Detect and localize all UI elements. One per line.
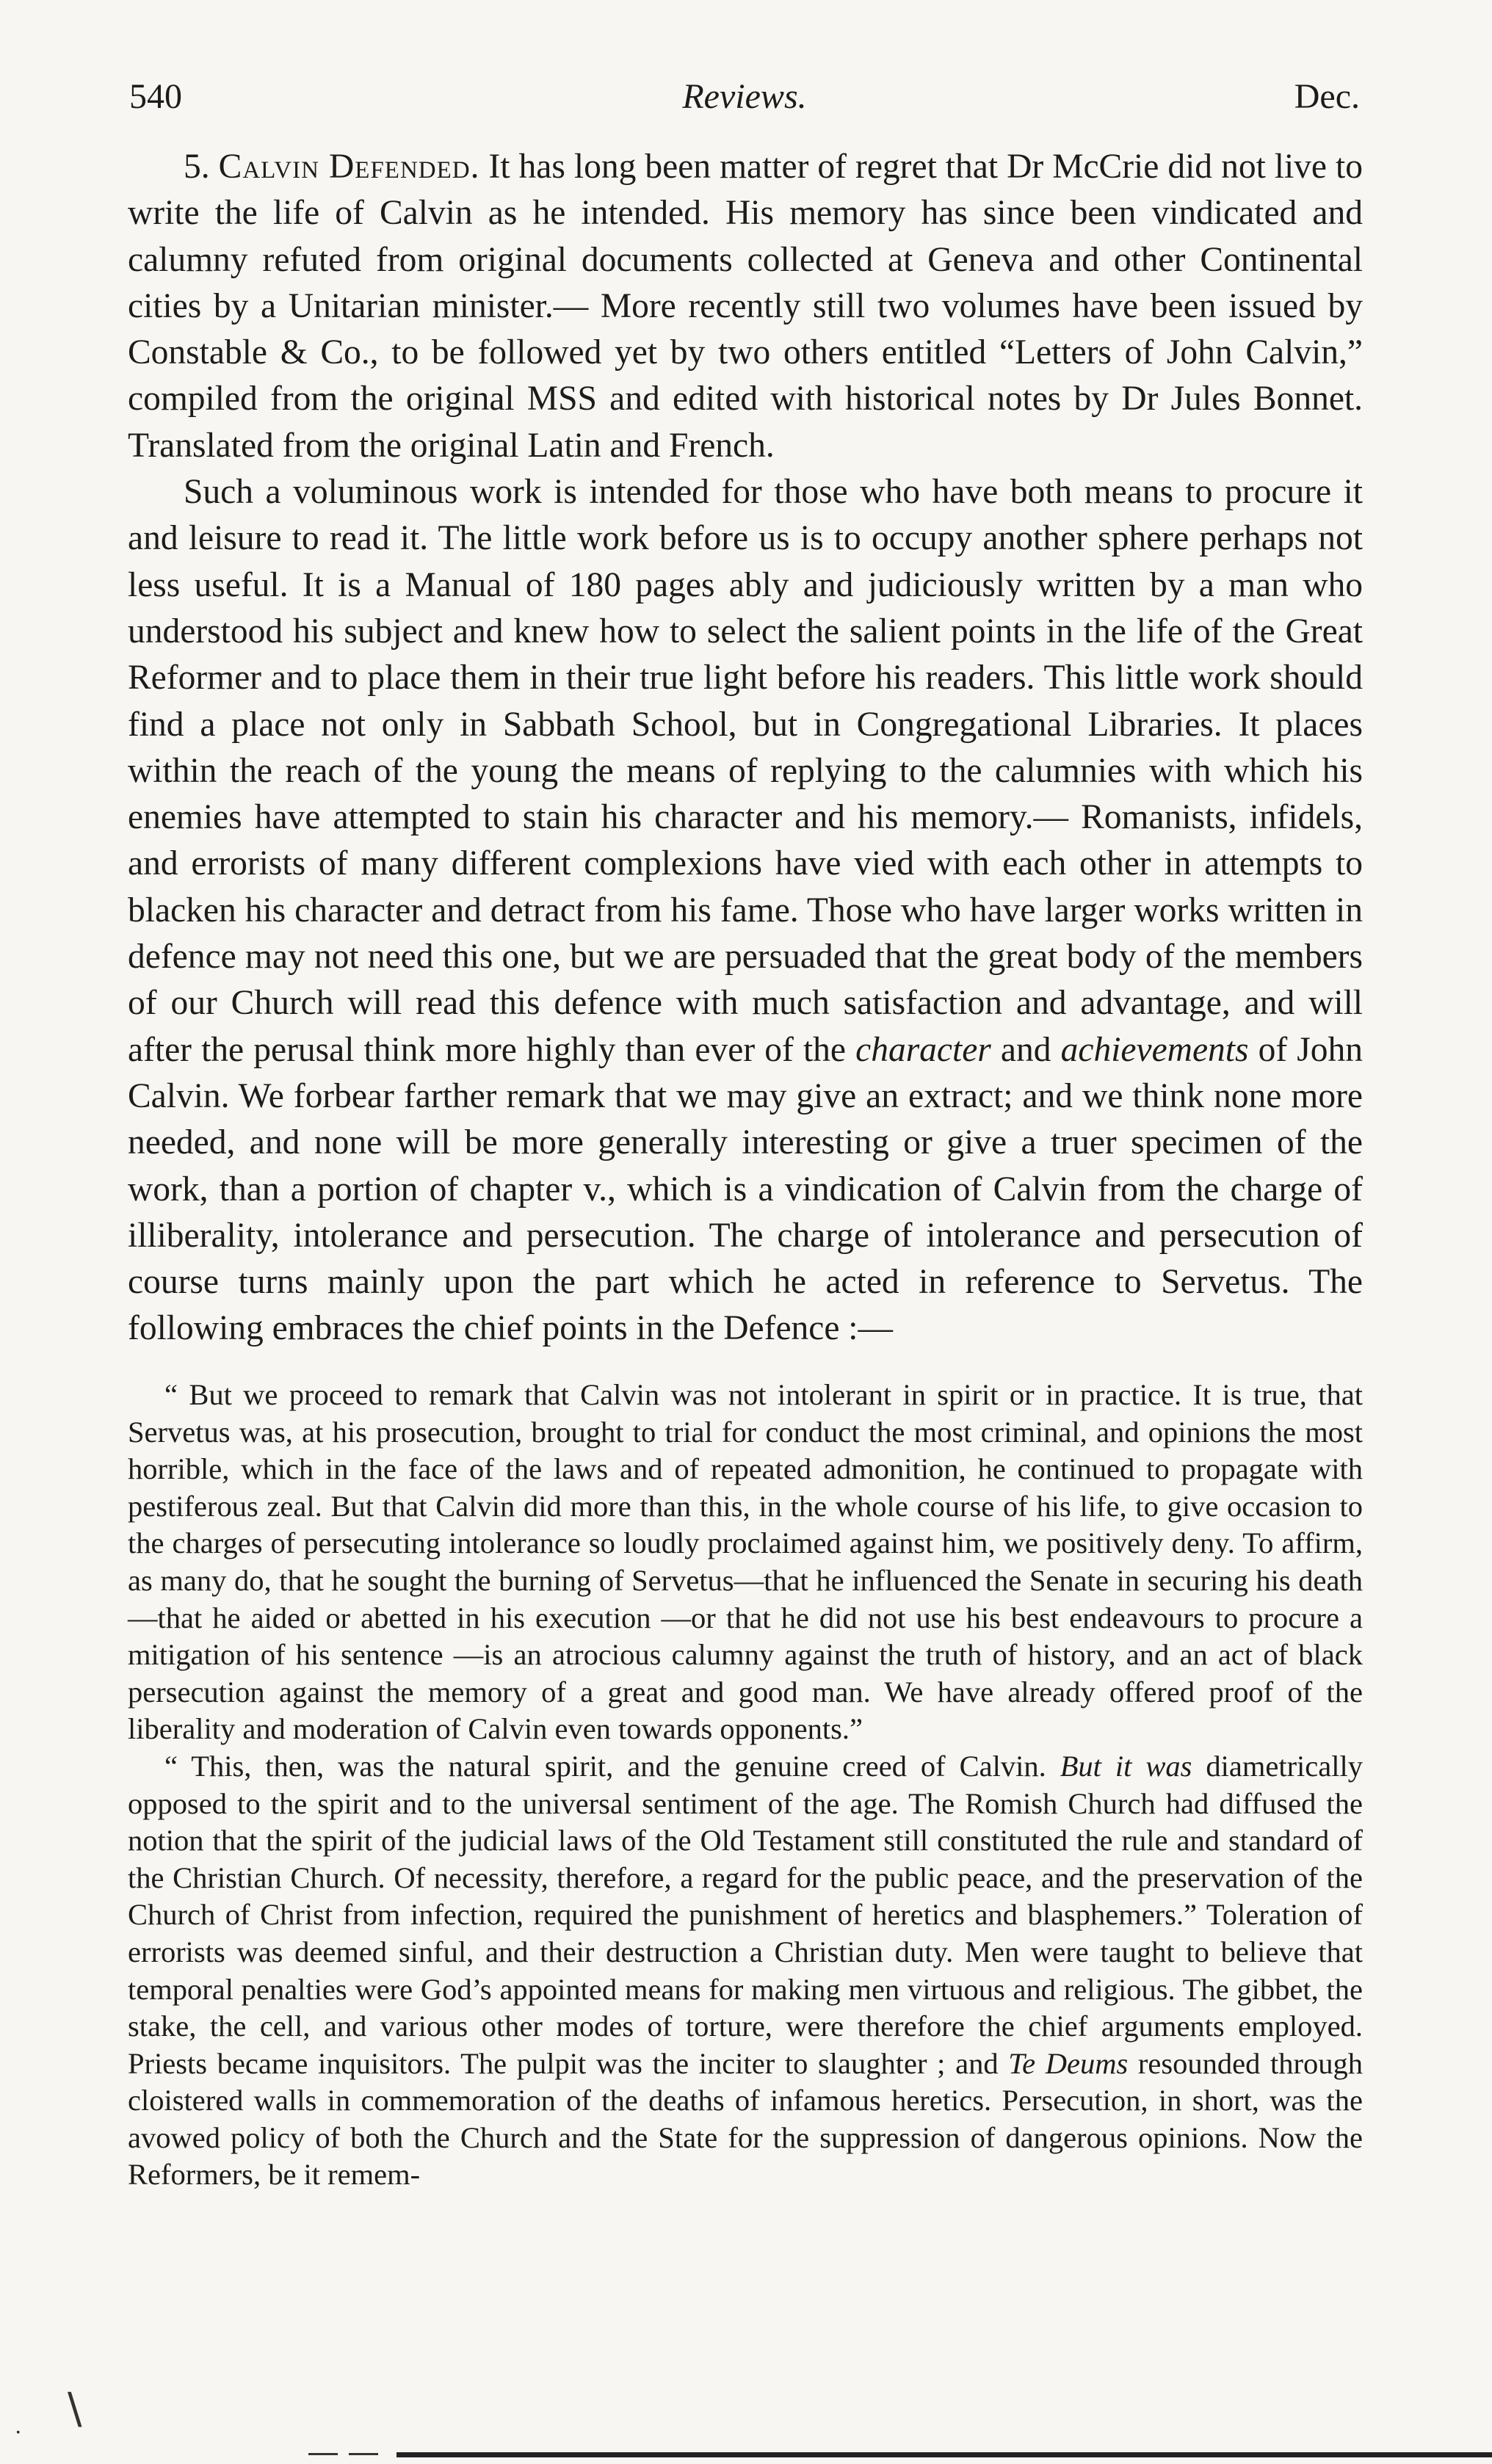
margin-slash-mark: \: [68, 2383, 82, 2433]
quote-p2-b: diametrically opposed to the spirit and to the universal sentiment of the age. The Romish Church had diffused the notion that the spirit of the judicial laws of the Old Testament still constituted the rule and standard of the Christian Church. Of necessity, therefore, a regard for the public peace, and the preservation of the Church of Christ from infection, required the punishment of heretics and blasphemers.” Toleration of errorists was deemed sinful, and their destruction a Christian duty. Men were taught to believe that temporal penalties were God’s appointed means for making men virtuous and religious. The gibbet, the stake, the cell, and various other modes of torture, were therefore the chief arguments employed. Priests became inquisitors. The pulpit was the inciter to slaughter ; and: [128, 1749, 1364, 2080]
review-paragraph-2: [128, 469, 1363, 1352]
review-p2-a: Such a voluminous work is intended for those who have both means to procure it and leisure to read it. The little work before us is to occupy another sphere perhaps not less useful. It is a Manual of 180 pages ably and judiciously written by a man who understood his subject and knew how to select the salient points in the life of the Great Reformer and to place them in their true light before his readers. This little work should find a place not only in Sabbath School, but in Congregational Libraries. It places within the reach of the young the means of replying to the calumnies with which his enemies have attempted to stain his character and his memory.— Romanists, infidels, and errorists of many different complexions have vied with each other in attempts to blacken his character and detract from his fame. Those who have larger works written in defence may not need this one, but we are persuaded that the great body of the members of our Church will read this defence with much satisfaction and advantage, and will after the perusal think more highly than ever of the: [128, 473, 1363, 1069]
quote-p2-a: “ This, then, was the natural spirit, and the genuine creed of Calvin.: [164, 1749, 1046, 1783]
quote-em-but: But it was: [1060, 1749, 1192, 1783]
review-p2-b: of John Calvin. We forbear farther remark that we may give an extract; and we think none more needed, and none will be more generally interesting or give a truer specimen of the work, than a portion of chapter v., which is a vindication of Calvin from the charge of illiberality, intolerance and persecution. The charge of intolerance and persecution of course turns mainly upon the part which he acted in reference to Servetus. The following embraces the chief points in the Defence :—: [128, 1030, 1364, 1348]
review-p2-and: and: [1000, 1030, 1051, 1069]
review-number: 5.: [184, 148, 210, 186]
margin-dot-mark: ·: [15, 2420, 22, 2446]
footer-rule: [396, 2452, 1492, 2457]
quoted-extract: [128, 1377, 1363, 2194]
review-em-achievements: achievements: [1060, 1030, 1249, 1069]
quote-paragraph-1: “ But we proceed to remark that Calvin was not intolerant in spirit or in practice. It is true, that Servetus was, at his prosecution, brought to trial for conduct the most criminal, and opinions the most horrible, which in the face of the laws and of repeated admonition, he continued to propagate with pestiferous zeal. But that Calvin did more than this, in the whole course of his life, to give occasion to the charges of persecuting intolerance so loudly proclaimed against him, we positively deny. To affirm, as many do, that he sought the burning of Servetus—that he influenced the Senate in securing his death—that he aided or abetted in his execution —or that he did not use his best endeavours to procure a mitigation of his sentence —is an atrocious calumny against the truth of history, and an act of black persecution against the memory of a great and good man. We have already offered proof of the liberality and moderation of Calvin even towards opponents.”: [128, 1378, 1363, 1746]
review-heading: Calvin Defended.: [218, 148, 480, 186]
footer-dash: [349, 2453, 378, 2455]
quote-p2-c: resounded through cloistered walls in commemoration of the deaths of infamous heretics. Persecution, in short, was the avowed policy of both the Church and the State for the suppression of dangerous opinions. Now the Reformers, be it remem-: [128, 2046, 1364, 2192]
review-p1-text: It has long been matter of regret that Dr McCrie did not live to write the life of Calvin as he intended. His memory has since been vindicated and calumny refuted from original documents collected at Geneva and other Continental cities by a Unitarian minister.— More recently still two volumes have been issued by Constable & Co., to be followed yet by two others entitled “Letters of John Calvin,” compiled from the original MSS and edited with historical notes by Dr Jules Bonnet. Translated from the original Latin and French.: [128, 148, 1363, 465]
page-number: 540: [129, 77, 182, 116]
running-title: Reviews.: [682, 77, 807, 116]
review-paragraph-1: [128, 144, 1363, 469]
review-em-character: character: [855, 1030, 991, 1069]
footer-dash: [308, 2453, 338, 2455]
header-month: Dec.: [1294, 77, 1360, 116]
running-header: [129, 76, 1360, 128]
quote-paragraph-2: [128, 1748, 1363, 2194]
review-body: [128, 144, 1363, 1352]
quote-em-te-deums: Te Deums: [1008, 2046, 1129, 2080]
